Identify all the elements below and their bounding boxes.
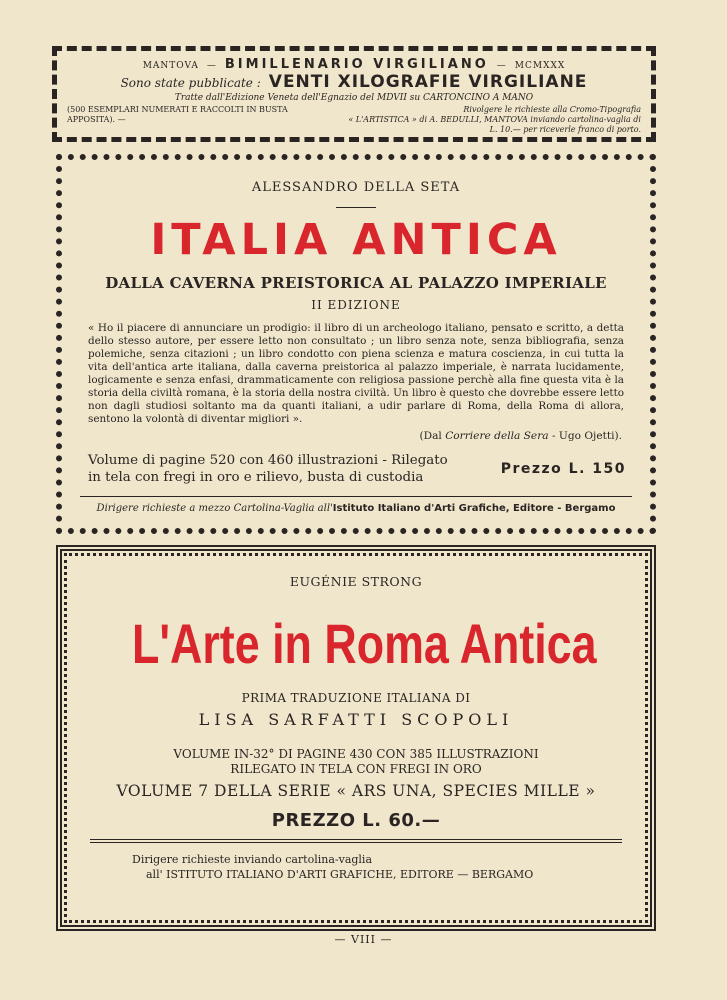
ad-arte-series: VOLUME 7 DELLA SERIE « ARS UNA, SPECIES MILLE » xyxy=(116,782,596,800)
ad-arte-divider xyxy=(90,839,622,840)
ad-italia-antica xyxy=(56,154,656,534)
ad-italia-subtitle: DALLA CAVERNA PREISTORICA AL PALAZZO IMPERIALE xyxy=(105,274,607,292)
ad-arte-price: PREZZO L. 60.— xyxy=(271,810,441,831)
ad-venti-place: MANTOVA xyxy=(142,61,199,71)
ad-italia-cite-post: - Ugo Ojetti). xyxy=(551,430,622,442)
ad-italia-ordering xyxy=(80,496,632,514)
ad-venti-event: BIMILLENARIO VIRGILIANO xyxy=(224,57,489,72)
ad-italia-divider xyxy=(336,207,376,208)
ad-venti-order-line-2: « L'ARTISTICA » di A. BEDULLI, MANTOVA inviando cartolina-vaglia di L. 10.— per riceverle franco di porto. xyxy=(348,115,641,134)
ad-italia-price: Prezzo L. 150 xyxy=(500,461,626,477)
ad-italia-cite-pre: (Dal xyxy=(419,430,442,442)
ad-italia-publisher: Istituto Italiano d'Arti Grafiche, Editore - Bergamo xyxy=(332,503,616,514)
ad-arte-divider-2 xyxy=(90,842,622,843)
ad-arte-translation: PRIMA TRADUZIONE ITALIANA DI xyxy=(241,691,471,705)
ad-arte-ordering-line-2: all' ISTITUTO ITALIANO D'ARTI GRAFICHE, EDITORE — BERGAMO xyxy=(146,868,534,881)
ad-italia-citation xyxy=(70,430,622,442)
ad-arte-author: EUGÉNIE STRONG xyxy=(289,574,423,589)
ad-venti-dash-2: — xyxy=(496,61,507,71)
ad-arte-translator: LISA SARFATTI SCOPOLI xyxy=(198,710,514,729)
ad-venti-copies: (500 ESEMPLARI NUMERATI E RACCOLTI IN BUSTA APPOSITA). — xyxy=(67,105,288,124)
ad-venti-header xyxy=(67,57,641,72)
ad-venti-xilografie xyxy=(52,46,656,142)
ad-venti-year: MCMXXX xyxy=(514,61,566,71)
ad-italia-author: ALESSANDRO DELLA SETA xyxy=(251,180,461,195)
ad-venti-title-row xyxy=(67,72,641,92)
ad-venti-source: Tratte dall'Edizione Veneta dell'Egnazio del MDVII su CARTONCINO A MANO xyxy=(174,93,534,103)
ad-italia-volume-row xyxy=(88,452,626,486)
ad-arte-title: L'Arte in Roma Antica xyxy=(132,612,597,675)
ad-italia-edition: II EDIZIONE xyxy=(311,298,401,312)
ad-arte-roma-antica xyxy=(56,545,656,931)
ad-venti-dash: — xyxy=(206,61,217,71)
ad-italia-volume-line-1: Volume di pagine 520 con 460 illustrazioni - Rilegato xyxy=(88,453,448,468)
ad-italia-review-quote: « Ho il piacere di annunciare un prodigio: il libro di un archeologo italiano, pensato e scritto, a detta dello stesso autore, per essere letto non consultato ; un libro senza note, senza bibliografia, senza polemiche, senza citazioni ; un libro condotto con piena scienza e matura coscienza, in cui tutta la vita dell'antica arte italiana, dalla caverna preistorica al palazzo imperiale, è narrata lucidamente, logicamente e senza enfasi, drammaticamente con religiosa passione perchè alla fine questa vita è la storia della civiltà romana, è la storia della nostra civiltà. Un libro è questo che dovrebbe essere letto non dagli studiosi soltanto ma da quanti italiani, a udir parlare di Roma, della Roma di allora, sentono la volontà di diventar migliori ». xyxy=(88,322,624,425)
ad-italia-ordering-text: Dirigere richieste a mezzo Cartolina-Vaglia all' xyxy=(96,503,333,514)
page-number: — VIII — xyxy=(334,933,393,946)
ad-italia-title: ITALIA ANTICA xyxy=(150,215,562,265)
ad-italia-volume-line-2: in tela con fregi in oro e rilievo, busta di custodia xyxy=(88,470,424,485)
ad-arte-ordering-line-1: Dirigere richieste inviando cartolina-vaglia xyxy=(132,853,373,866)
ad-arte-volume-line-2: RILEGATO IN TELA CON FREGI IN ORO xyxy=(230,762,482,776)
ad-arte-volume-line-1: VOLUME IN-32° DI PAGINE 430 CON 385 ILLUSTRAZIONI xyxy=(173,747,539,761)
ad-venti-intro: Sono state pubblicate : xyxy=(120,76,261,90)
ad-venti-order xyxy=(341,105,641,135)
ad-venti-title: VENTI XILOGRAFIE VIRGILIANE xyxy=(268,72,588,92)
ad-italia-volume-info xyxy=(88,452,468,486)
ad-italia-cite-paper: Corriere della Sera xyxy=(445,430,549,442)
ad-venti-footer xyxy=(67,105,641,135)
ad-venti-order-line-1: Rivolgere le richieste alla Cromo-Tipografia xyxy=(463,105,641,114)
